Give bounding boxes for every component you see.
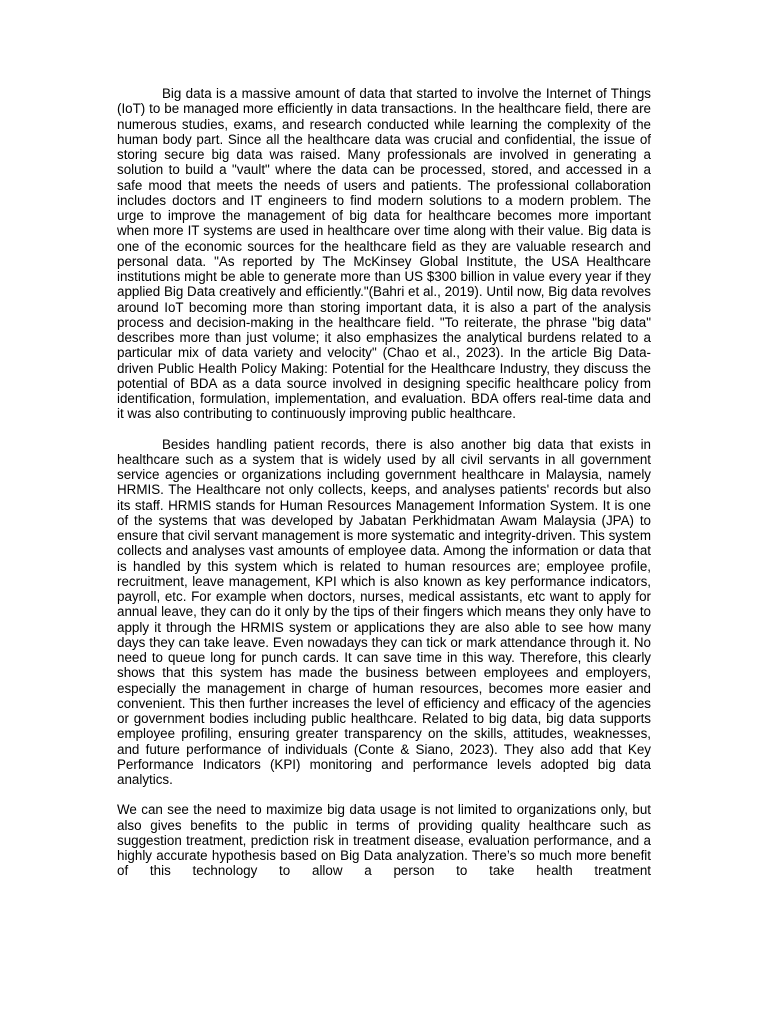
document-page xyxy=(117,86,651,879)
paragraph-public-benefits: We can see the need to maximize big data usage is not limited to organizations only, but also gives benefits to the public in terms of providing quality healthcare such as suggestion treatment, prediction risk in treatment disease, evaluation performance, and a highly accurate hypothesis based on Big Data analyzation. There’s so much more benefit of this technology to allow a person to take health treatment xyxy=(117,802,651,879)
paragraph-big-data-intro: Big data is a massive amount of data that started to involve the Internet of Things (IoT) to be managed more efficiently in data transactions. In the healthcare field, there are numerous studies, exams, and research conducted while learning the complexity of the human body part. Since all the healthcare data was crucial and confidential, the issue of storing secure big data was raised. Many professionals are involved in generating a solution to build a "vault" where the data can be processed, stored, and accessed in a safe mood that meets the needs of users and patients. The professional collaboration includes doctors and IT engineers to find modern solutions to a modern problem. The urge to improve the management of big data for healthcare becomes more important when more IT systems are used in healthcare over time along with their value. Big data is one of the economic sources for the healthcare field as they are valuable research and personal data. "As reported by The McKinsey Global Institute, the USA Healthcare institutions might be able to generate more than US $300 billion in value every year if they applied Big Data creatively and efficiently."(Bahri et al., 2019). Until now, Big data revolves around IoT becoming more than storing important data, it is also a part of the analysis process and decision-making in the healthcare field. "To reiterate, the phrase "big data" describes more than just volume; it also emphasizes the analytical burdens related to a particular mix of data variety and velocity" (Chao et al., 2023). In the article Big Data-driven Public Health Policy Making: Potential for the Healthcare Industry, they discuss the potential of BDA as a data source involved in designing specific healthcare policy from identification, formulation, implementation, and evaluation. BDA offers real-time data and it was also contributing to continuously improving public healthcare. xyxy=(117,86,651,422)
paragraph-hrmis: Besides handling patient records, there is also another big data that exists in healthcare such as a system that is widely used by all civil servants in all government service agencies or organizations including government healthcare in Malaysia, namely HRMIS. The Healthcare not only collects, keeps, and analyses patients' records but also its staff. HRMIS stands for Human Resources Management Information System. It is one of the systems that was developed by Jabatan Perkhidmatan Awam Malaysia (JPA) to ensure that civil servant management is more systematic and integrity-driven. This system collects and analyses vast amounts of employee data. Among the information or data that is handled by this system which is related to human resources are; employee profile, recruitment, leave management, KPI which is also known as key performance indicators, payroll, etc. For example when doctors, nurses, medical assistants, etc want to apply for annual leave, they can do it only by the tips of their fingers which means they only have to apply it through the HRMIS system or applications they are also able to see how many days they can take leave. Even nowadays they can tick or mark attendance through it. No need to queue long for punch cards. It can save time in this way. Therefore, this clearly shows that this system has made the business between employees and employers, especially the management in charge of human resources, becomes more easier and convenient. This then further increases the level of efficiency and efficacy of the agencies or government bodies including public healthcare. Related to big data, big data supports employee profiling, ensuring greater transparency on the skills, attitudes, weaknesses, and future performance of individuals (Conte & Siano, 2023). They also add that Key Performance Indicators (KPI) monitoring and performance levels adopted big data analytics. xyxy=(117,436,651,787)
